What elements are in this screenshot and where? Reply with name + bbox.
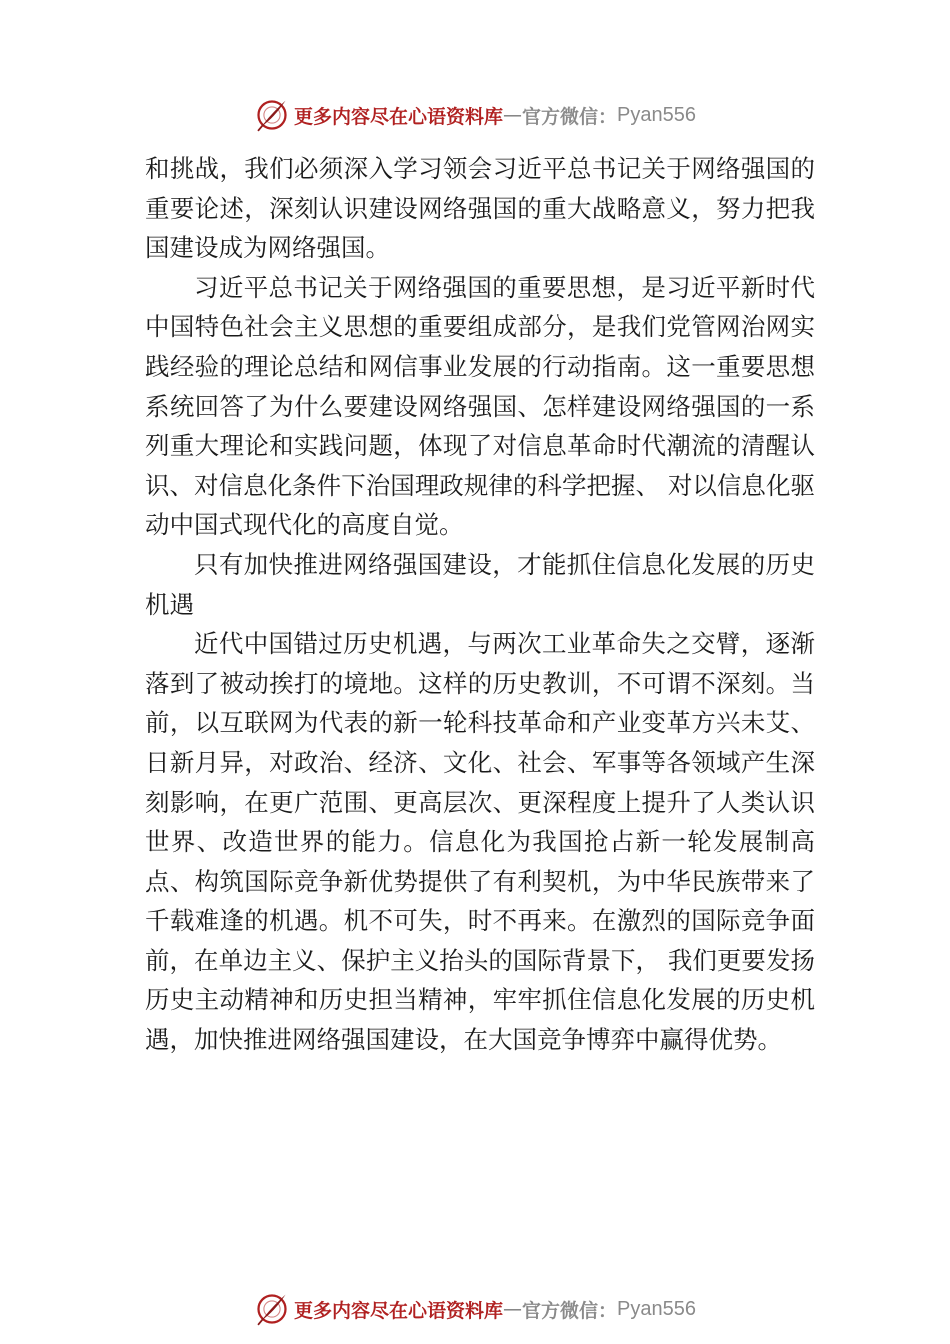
paragraph-important-thought: 习近平总书记关于网络强国的重要思想，是习近平新时代中国特色社会主义思想的重要组成部分，是我们党管网治网实践经验的理论总结和网信事业发展的行动指南。这一重要思想系统回答了为什么要建设网络强国、怎样建设网络强国的一系列重大理论和实践问题，体现了对信息革命时代潮流的清醒认识、对信息化条件下治国理政规律的科学把握、 对以信息化驱动中国式现代化的高度自觉。 [145, 272, 815, 540]
banner-wechat-id: Pyan556 [617, 103, 696, 126]
paragraph-continuation: 和挑战，我们必须深入学习领会习近平总书记关于网络强国的重要论述，深刻认识建设网络强国的重大战略意义，努力把我国建设成为网络强国。 [145, 154, 815, 263]
document-body [145, 149, 815, 1060]
footer-banner [0, 1289, 950, 1329]
banner-separator: — [503, 1298, 523, 1320]
banner-title: 更多内容尽在心语资料库 [294, 105, 504, 128]
header-banner [0, 95, 950, 135]
quill-seal-icon [254, 97, 290, 133]
quill-seal-icon [254, 1291, 290, 1327]
banner-wechat-label: 官方微信： [522, 105, 618, 128]
paragraph-historical-opportunity: 近代中国错过历史机遇，与两次工业革命失之交臂，逐渐落到了被动挨打的境地。这样的历史教训，不可谓不深刻。当前，以互联网为代表的新一轮科技革命和产业变革方兴未艾、日新月异，对政治、经济、文化、社会、军事等各领域产生深刻影响，在更广范围、更高层次、更深程度上提升了人类认识世界、改造世界的能力。信息化为我国抢占新一轮发展制高点、构筑国际竞争新优势提供了有利契机，为中华民族带来了千载难逢的机遇。机不可失，时不再来。在激烈的国际竞争面前，在单边主义、保护主义抬头的国际背景下， 我们更要发扬历史主动精神和历史担当精神，牢牢抓住信息化发展的历史机遇，加快推进网络强国建设，在大国竞争博弈中赢得优势。 [145, 629, 815, 1055]
banner-wechat-id: Pyan556 [617, 1297, 696, 1320]
banner-separator: — [503, 104, 523, 126]
section-heading: 只有加快推进网络强国建设，才能抓住信息化发展的历史机遇 [145, 549, 815, 619]
banner-title: 更多内容尽在心语资料库 [294, 1299, 504, 1322]
banner-wechat-label: 官方微信： [522, 1299, 618, 1322]
